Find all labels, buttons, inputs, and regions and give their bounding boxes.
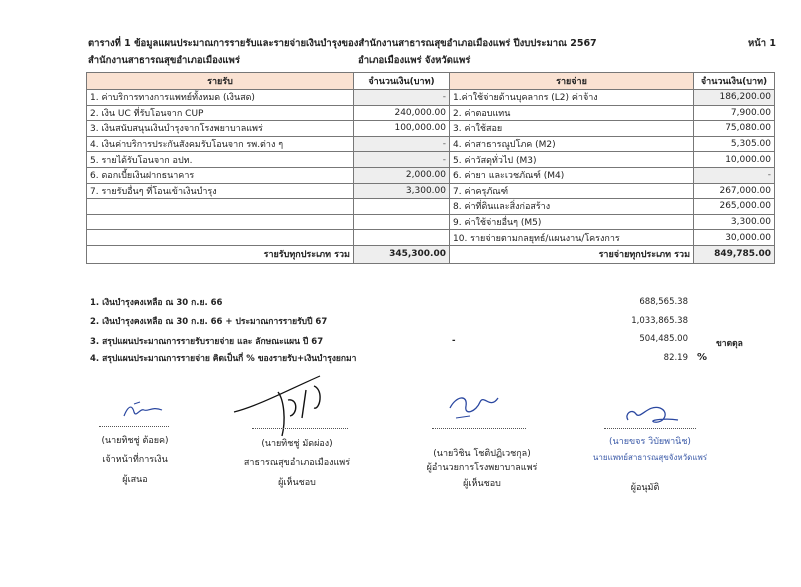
table-row (87, 199, 775, 215)
signer-2-position: สาธารณสุขอำเภอเมืองแพร่ (243, 458, 351, 468)
summary-label: 3. สรุปแผนประมาณการรายรับรายจ่าย และ ลักษณะแผน ปี 67 (90, 337, 324, 347)
table-row (87, 121, 775, 137)
summary-unit: ขาดดุล (716, 339, 743, 349)
signer-3-position: ผู้อำนวยการโรงพยาบาลแพร่ (426, 463, 538, 473)
table-row (87, 136, 775, 152)
revenue-item (87, 214, 354, 230)
signature-4-mark (618, 400, 688, 430)
page-number: หน้า 1 (748, 38, 777, 49)
table-row (87, 167, 775, 183)
revenue-amount (354, 214, 450, 230)
signature-line (604, 428, 696, 429)
revenue-item (87, 230, 354, 246)
table-row (87, 214, 775, 230)
table-header-row (87, 73, 775, 90)
revenue-amount: - (354, 90, 450, 106)
summary-value: 688,565.38 (639, 297, 688, 307)
revenue-amount (354, 199, 450, 215)
summary-label: 1. เงินบำรุงคงเหลือ ณ 30 ก.ย. 66 (90, 298, 223, 308)
revenue-amount: - (354, 136, 450, 152)
expense-item: 6. ค่ายา และเวชภัณฑ์ (M4) (450, 167, 694, 183)
revenue-amount: 100,000.00 (354, 121, 450, 137)
signer-3-name: (นายวิชิน โชติปฏิเวชกุล) (433, 449, 531, 459)
expense-item: 4. ค่าสาธารณูปโภค (M2) (450, 136, 694, 152)
expense-item: 8. ค่าที่ดินและสิ่งก่อสร้าง (450, 199, 694, 215)
revenue-item: 2. เงิน UC ที่รับโอนจาก CUP (87, 105, 354, 121)
expense-amount: 7,900.00 (694, 105, 775, 121)
revenue-amount: 240,000.00 (354, 105, 450, 121)
signature-line (432, 428, 526, 429)
revenue-item: 4. เงินค่าบริการประกันสังคมรับโอนจาก รพ.ต่าง ๆ (87, 136, 354, 152)
office-name: สำนักงานสาธารณสุขอำเภอเมืองแพร่ (88, 55, 240, 66)
table-row (87, 152, 775, 168)
revenue-item: 6. ดอกเบี้ยเงินฝากธนาคาร (87, 167, 354, 183)
revenue-amount (354, 230, 450, 246)
signature-line (252, 428, 348, 429)
header-expense-amount: จำนวนเงิน(บาท) (694, 73, 775, 90)
revenue-amount: - (354, 152, 450, 168)
summary-value: 82.19 (663, 353, 688, 363)
revenue-amount: 2,000.00 (354, 167, 450, 183)
table-row (87, 230, 775, 246)
signature-1-mark (118, 398, 168, 422)
expense-item: 10. รายจ่ายตามกลยุทธ์/แผนงาน/โครงการ (450, 230, 694, 246)
expense-item: 3. ค่าใช้สอย (450, 121, 694, 137)
expense-item: 5. ค่าวัสดุทั่วไป (M3) (450, 152, 694, 168)
summary-value: 504,485.00 (639, 334, 688, 344)
revenue-amount: 3,300.00 (354, 183, 450, 199)
expense-amount: 5,305.00 (694, 136, 775, 152)
total-row (87, 245, 775, 263)
expense-amount: 186,200.00 (694, 90, 775, 106)
summary-value: 1,033,865.38 (631, 316, 688, 326)
signer-4-name: (นายขจร วิบัยพานิช) (609, 437, 691, 447)
table-row (87, 105, 775, 121)
signer-2-role: ผู้เห็นชอบ (278, 478, 316, 488)
expense-amount: - (694, 167, 775, 183)
summary-dash: - (452, 336, 456, 346)
expense-amount: 3,300.00 (694, 214, 775, 230)
revenue-item: 5. รายได้รับโอนจาก อปท. (87, 152, 354, 168)
expense-item: 2. ค่าตอบแทน (450, 105, 694, 121)
total-expense-amount: 849,785.00 (694, 245, 775, 263)
expense-amount: 75,080.00 (694, 121, 775, 137)
signer-2-name: (นายทิชชู่ มัดผ่อง) (261, 439, 333, 449)
signature-3-mark (446, 388, 506, 424)
total-revenue-label: รายรับทุกประเภท รวม (87, 245, 354, 263)
revenue-item: 7. รายรับอื่นๆ ที่โอนเข้าเงินบำรุง (87, 183, 354, 199)
expense-item: 9. ค่าใช้จ่ายอื่นๆ (M5) (450, 214, 694, 230)
total-expense-label: รายจ่ายทุกประเภท รวม (450, 245, 694, 263)
revenue-item: 1. ค่าบริการทางการแพทย์ทั้งหมด (เงินสด) (87, 90, 354, 106)
expense-amount: 267,000.00 (694, 183, 775, 199)
header-revenue: รายรับ (87, 73, 354, 90)
expense-amount: 265,000.00 (694, 199, 775, 215)
signer-1-name: (นายทิชชู่ ต้อยค) (101, 436, 169, 446)
total-revenue-amount: 345,300.00 (354, 245, 450, 263)
table-row (87, 90, 775, 106)
revenue-item: 3. เงินสนับสนุนเงินบำรุงจากโรงพยาบาลแพร่ (87, 121, 354, 137)
signer-3-role: ผู้เห็นชอบ (463, 479, 501, 489)
header-expense: รายจ่าย (450, 73, 694, 90)
signer-4-position: นายแพทย์สาธารณสุขจังหวัดแพร่ (592, 453, 708, 462)
signer-4-role: ผู้อนุมัติ (630, 483, 660, 493)
office-location: อำเภอเมืองแพร่ จังหวัดแพร่ (358, 55, 471, 66)
summary-unit: % (697, 352, 708, 363)
expense-item: 1.ค่าใช้จ่ายด้านบุคลากร (L2) ค่าจ้าง (450, 90, 694, 106)
header-revenue-amount: จำนวนเงิน(บาท) (354, 73, 450, 90)
signature-2-mark (228, 370, 348, 440)
expense-amount: 30,000.00 (694, 230, 775, 246)
table-row (87, 183, 775, 199)
expense-item: 7. ค่าครุภัณฑ์ (450, 183, 694, 199)
signature-line (99, 426, 169, 427)
budget-table (86, 72, 775, 264)
summary-label: 4. สรุปแผนประมาณการรายจ่าย คิดเป็นกี่ % ของรายรับ+เงินบำรุงยกมา (90, 354, 357, 364)
expense-amount: 10,000.00 (694, 152, 775, 168)
signer-1-position: เจ้าหน้าที่การเงิน (102, 455, 168, 465)
signer-1-role: ผู้เสนอ (122, 475, 148, 485)
revenue-item (87, 199, 354, 215)
document-title: ตารางที่ 1 ข้อมูลแผนประมาณการรายรับและรายจ่ายเงินบำรุงของสำนักงานสาธารณสุขอำเภอเมืองแพร่ ปีงบประมาณ 2567 (88, 38, 597, 49)
summary-label: 2. เงินบำรุงคงเหลือ ณ 30 ก.ย. 66 + ประมาณการรายรับปี 67 (90, 317, 328, 327)
